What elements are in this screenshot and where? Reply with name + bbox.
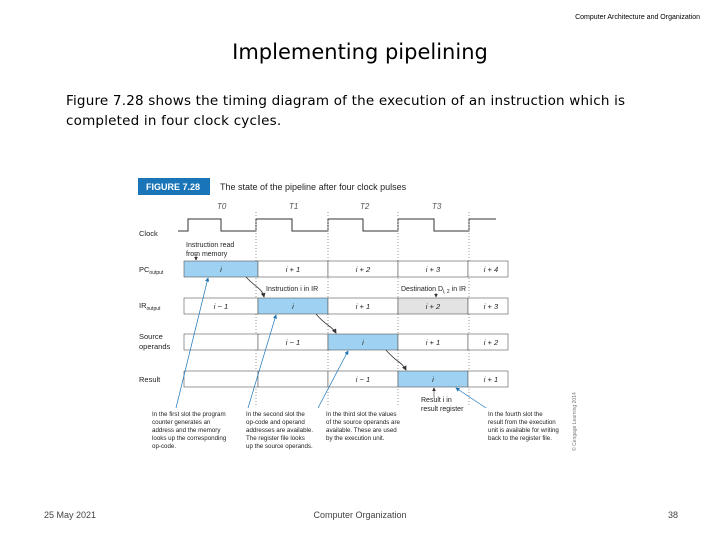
ir-value-0: i − 1 (213, 302, 229, 311)
res-value-0: i − 1 (355, 375, 371, 384)
clock-label-t2: T2 (360, 202, 370, 211)
pc-value-0: i (220, 265, 222, 274)
res-value-2: i + 1 (483, 375, 499, 384)
note-3: In the third slot the values of the source operands are available. These are used by the execution unit. (326, 411, 400, 442)
flow-arrow-pc-to-ir (246, 277, 264, 297)
row-label-result: Result (139, 375, 161, 384)
pc-row (184, 261, 508, 277)
annotation-instruction-in-ir: Instruction i in IR (266, 286, 319, 293)
annotation-result-2: result register (421, 406, 464, 413)
figure-caption: The state of the pipeline after four clock pulses (220, 182, 407, 192)
slide-body-text: Figure 7.28 shows the timing diagram of the execution of an instruction which is completed in four clock cycles. (66, 93, 626, 129)
ir-value-4: i + 3 (483, 302, 499, 311)
src-value-1: i (362, 338, 364, 347)
annotation-instruction-read-2: from memory (186, 251, 228, 258)
note-1: In the first slot the program counter generates an address and the memory looks up the corresponding op-code. (152, 411, 227, 450)
ir-value-3: i + 2 (425, 302, 441, 311)
flow-arrow-ir-to-src (316, 314, 336, 333)
src-value-2: i + 1 (425, 338, 441, 347)
src-value-0: i − 1 (285, 338, 301, 347)
footer-date: 25 May 2021 (44, 510, 97, 520)
ir-row (184, 298, 508, 314)
annotation-destination: Destination $D_{i, 2}$ in IR (401, 286, 467, 295)
footer-center: Computer Organization (313, 510, 407, 520)
note-arrow-2 (248, 315, 276, 408)
note-2: In the second slot the op-code and operand addresses are available. The register file looks up the source operands. (246, 411, 314, 450)
ir-value-2: i + 1 (355, 302, 371, 311)
pipeline-timing-figure (136, 176, 586, 456)
pc-value-4: i + 4 (483, 265, 499, 274)
res-slot-0 (184, 371, 258, 387)
pc-value-2: i + 2 (355, 265, 371, 274)
annotation-result-1: Result i in (421, 397, 452, 404)
row-label-ir: $IR_{output}$ (139, 301, 161, 312)
res-value-1: i (432, 375, 434, 384)
slide-title: Implementing pipelining (232, 40, 488, 64)
note-arrow-4 (456, 388, 486, 408)
result-row (184, 371, 508, 387)
pc-value-3: i + 3 (425, 265, 441, 274)
clock-waveform (178, 219, 496, 231)
clock-label-t1: T1 (289, 202, 299, 211)
annotation-instruction-read-1: Instruction read (186, 242, 235, 249)
row-label-source: Source (139, 332, 163, 341)
copyright-text: © Cengage Learning 2014 (572, 392, 578, 451)
src-value-3: i + 2 (483, 338, 499, 347)
row-label-pc: $PC_{output}$ (139, 265, 164, 276)
figure-number: FIGURE 7.28 (146, 182, 201, 192)
page-number: 38 (667, 510, 678, 520)
course-header: Computer Architecture and Organization (575, 14, 700, 21)
row-label-clock: Clock (139, 229, 158, 238)
pc-value-1: i + 1 (285, 265, 301, 274)
clock-label-t0: T0 (217, 202, 227, 211)
row-label-operands: operands (139, 342, 171, 351)
note-4: In the fourth slot the result from the execution unit is available for writing back to the register file. (488, 411, 559, 442)
source-row (184, 334, 508, 350)
clock-label-t3: T3 (432, 202, 442, 211)
src-slot-0 (184, 334, 258, 350)
res-slot-1 (258, 371, 328, 387)
flow-arrow-src-to-res (386, 350, 406, 370)
ir-value-1: i (292, 302, 294, 311)
